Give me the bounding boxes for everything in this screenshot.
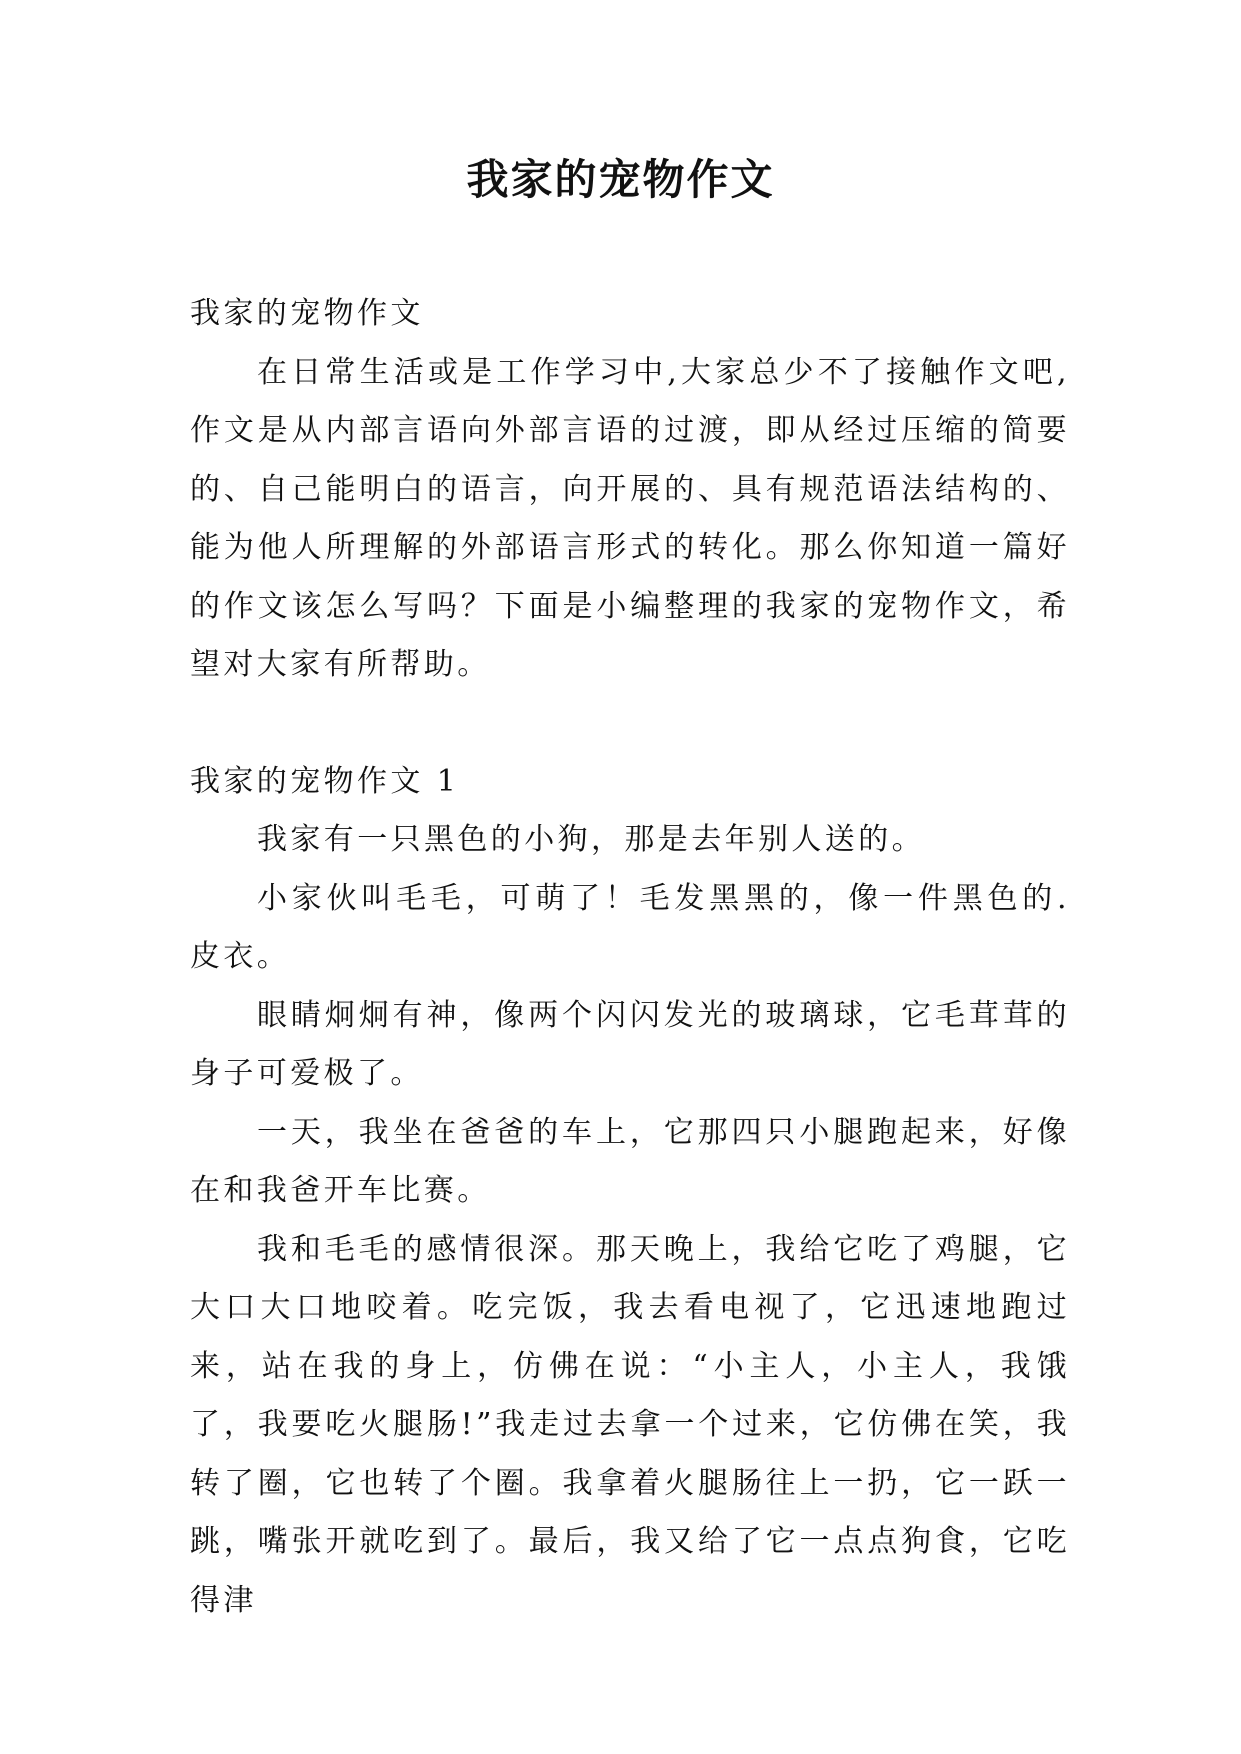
body-paragraph: 小家伙叫毛毛，可萌了！毛发黑黑的，像一件黑色的.皮衣。	[190, 880, 1070, 974]
document-title: 我家的宠物作文	[466, 155, 775, 204]
intro-paragraph: 在日常生活或是工作学习中,大家总少不了接触作文吧,作文是从内部言语向外部言语的过渡，即从经过压缩的简要的、自己能明白的语言，向开展的、具有规范语法结构的、能为他人所理解的外部语言形式的转化。那么你知道一篇好的作文该怎么写吗？下面是小编整理的我家的宠物作文，希望对大家有所帮助。	[190, 354, 1070, 682]
document-body	[190, 285, 1070, 1630]
intro-heading: 我家的宠物作文	[190, 296, 424, 331]
section-spacer	[190, 695, 1070, 753]
section-heading: 我家的宠物作文 1	[190, 763, 460, 799]
body-paragraph: 我家有一只黑色的小狗，那是去年别人送的。	[257, 822, 925, 857]
body-paragraph: 眼睛炯炯有神，像两个闪闪发光的玻璃球，它毛茸茸的身子可爱极了。	[190, 997, 1070, 1091]
body-paragraph: 一天，我坐在爸爸的车上，它那四只小腿跑起来，好像在和我爸开车比赛。	[190, 1114, 1070, 1208]
body-paragraph: 我和毛毛的感情很深。那天晚上，我给它吃了鸡腿，它大口大口地咬着。吃完饭，我去看电视了，它迅速地跑过来，站在我的身上，仿佛在说：“小主人，小主人，我饿了，我要吃火腿肠!”我走过去拿一个过来，它仿佛在笑，我转了圈，它也转了个圈。我拿着火腿肠往上一扔，它一跃一跳，嘴张开就吃到了。最后，我又给了它一点点狗食，它吃得津	[190, 1231, 1070, 1618]
